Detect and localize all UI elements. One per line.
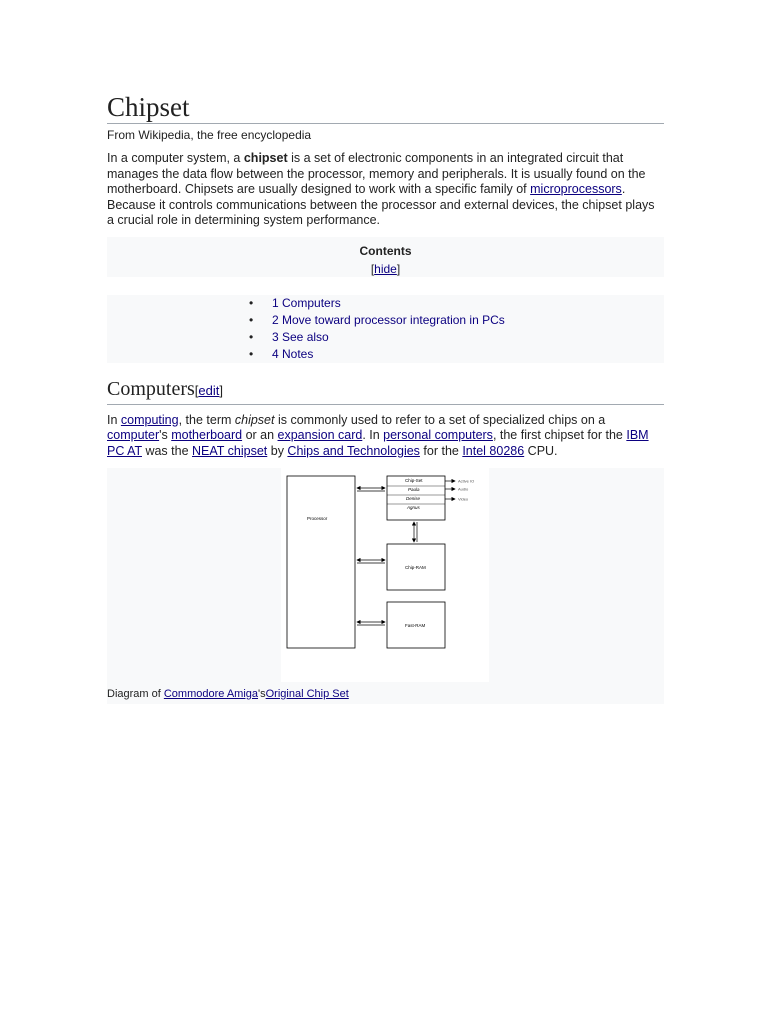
bus-arrow-vertical [414, 522, 417, 542]
edit-link[interactable]: edit [198, 382, 220, 398]
intro-text-2: is a set of electronic components in an integrated circuit that manages the data flow between the processor, memory and peripherals. It is usually found on the motherboard. Chipsets are usually designed to work with a specific family of [107, 151, 646, 196]
intro-paragraph [107, 151, 664, 229]
diagram-svg [281, 468, 489, 682]
figure-amiga-chipset [107, 468, 664, 704]
bus-arrow-chip-ram [357, 560, 385, 563]
text: 's [258, 688, 266, 700]
chipset-label: Chip-Set [405, 478, 423, 483]
link-computing[interactable]: computing [120, 412, 179, 427]
bracket-close: ] [396, 261, 401, 276]
toc-title: Contents [359, 243, 412, 258]
bracket-open: [ [370, 261, 375, 276]
processor-label: Processor [307, 516, 328, 521]
toc-item [249, 329, 505, 346]
bullet-icon: • [249, 346, 254, 361]
chipset-diagram[interactable] [281, 468, 489, 682]
toc-list [249, 295, 505, 363]
link-ibm-pc-at[interactable]: IBM PC AT [107, 428, 649, 458]
agnus-label: Agnus [407, 505, 420, 510]
intro-bold-term: chipset [243, 151, 288, 165]
text: , the first chipset for the [492, 428, 627, 442]
page-title: Chipset [107, 92, 664, 124]
tagline: From Wikipedia, the free encyclopedia [107, 128, 312, 142]
computers-paragraph [107, 413, 664, 460]
processor-block [287, 476, 355, 648]
toc-link-see-also[interactable]: 3 See also [272, 329, 329, 344]
text: is commonly used to refer to a set of specialized chips on a [274, 412, 606, 427]
link-expansion-card[interactable]: expansion card [277, 428, 363, 442]
link-computer[interactable]: computer [107, 428, 160, 442]
toc-hide-toggle [107, 259, 664, 279]
bullet-icon: • [249, 295, 254, 310]
section-heading-text: Computers [107, 377, 195, 400]
link-neat-chipset[interactable]: NEAT chipset [192, 443, 268, 458]
link-chips-and-technologies[interactable]: Chips and Technologies [287, 443, 420, 458]
bullet-icon: • [249, 312, 254, 327]
text: . In [362, 428, 384, 442]
audio-label: Audio [458, 486, 469, 492]
text: In [107, 412, 121, 427]
toc-item [249, 312, 505, 329]
active-io-label: Active IO [458, 478, 475, 484]
text: by [267, 443, 288, 458]
text: , the term [178, 412, 235, 427]
link-commodore-amiga[interactable]: Commodore Amiga [163, 688, 259, 700]
bullet-icon: • [249, 329, 254, 344]
article [107, 92, 664, 704]
toc-link-notes[interactable]: 4 Notes [272, 346, 314, 361]
link-microprocessors[interactable]: microprocessors [530, 182, 622, 196]
bus-arrow-chipset [357, 488, 385, 491]
toc-list-container [107, 295, 664, 363]
text: Diagram of [107, 688, 164, 700]
italic-term: chipset [234, 412, 275, 427]
intro-text-1: In a computer system, a [107, 151, 244, 165]
section-heading-computers [107, 377, 664, 405]
toc-item [249, 295, 505, 312]
text: or an [242, 428, 278, 442]
text: for the [419, 443, 463, 458]
link-original-chip-set[interactable]: Original Chip Set [265, 688, 349, 700]
bracket-close: ] [219, 382, 223, 398]
figure-caption [107, 687, 349, 701]
toc-hide-link[interactable]: hide [374, 261, 397, 276]
chip-ram-label: Chip-RAM [405, 565, 426, 570]
toc-link-computers[interactable]: 1 Computers [272, 295, 341, 310]
text: 's [159, 428, 172, 442]
bracket-open: [ [194, 382, 199, 398]
text: was the [141, 443, 192, 458]
link-intel-80286[interactable]: Intel 80286 [462, 443, 525, 458]
bus-arrow-fast-ram [357, 622, 385, 625]
video-label: Video [458, 496, 469, 502]
intro-text-3: . Because it controls communications between the processor and external devices, the chipset plays a crucial role in determining system performance. [107, 182, 655, 227]
toc-header [107, 237, 664, 277]
toc-item [249, 346, 505, 363]
text: CPU. [524, 443, 558, 458]
denise-label: Denise [406, 496, 421, 501]
edit-section [195, 383, 223, 398]
fast-ram-label: Fast-RAM [405, 623, 426, 628]
link-personal-computers[interactable]: personal computers [383, 428, 493, 442]
link-motherboard[interactable]: motherboard [171, 428, 243, 442]
toc-link-processor-integration[interactable]: 2 Move toward processor integration in PCs [272, 312, 505, 327]
paula-label: Paula [408, 487, 420, 492]
